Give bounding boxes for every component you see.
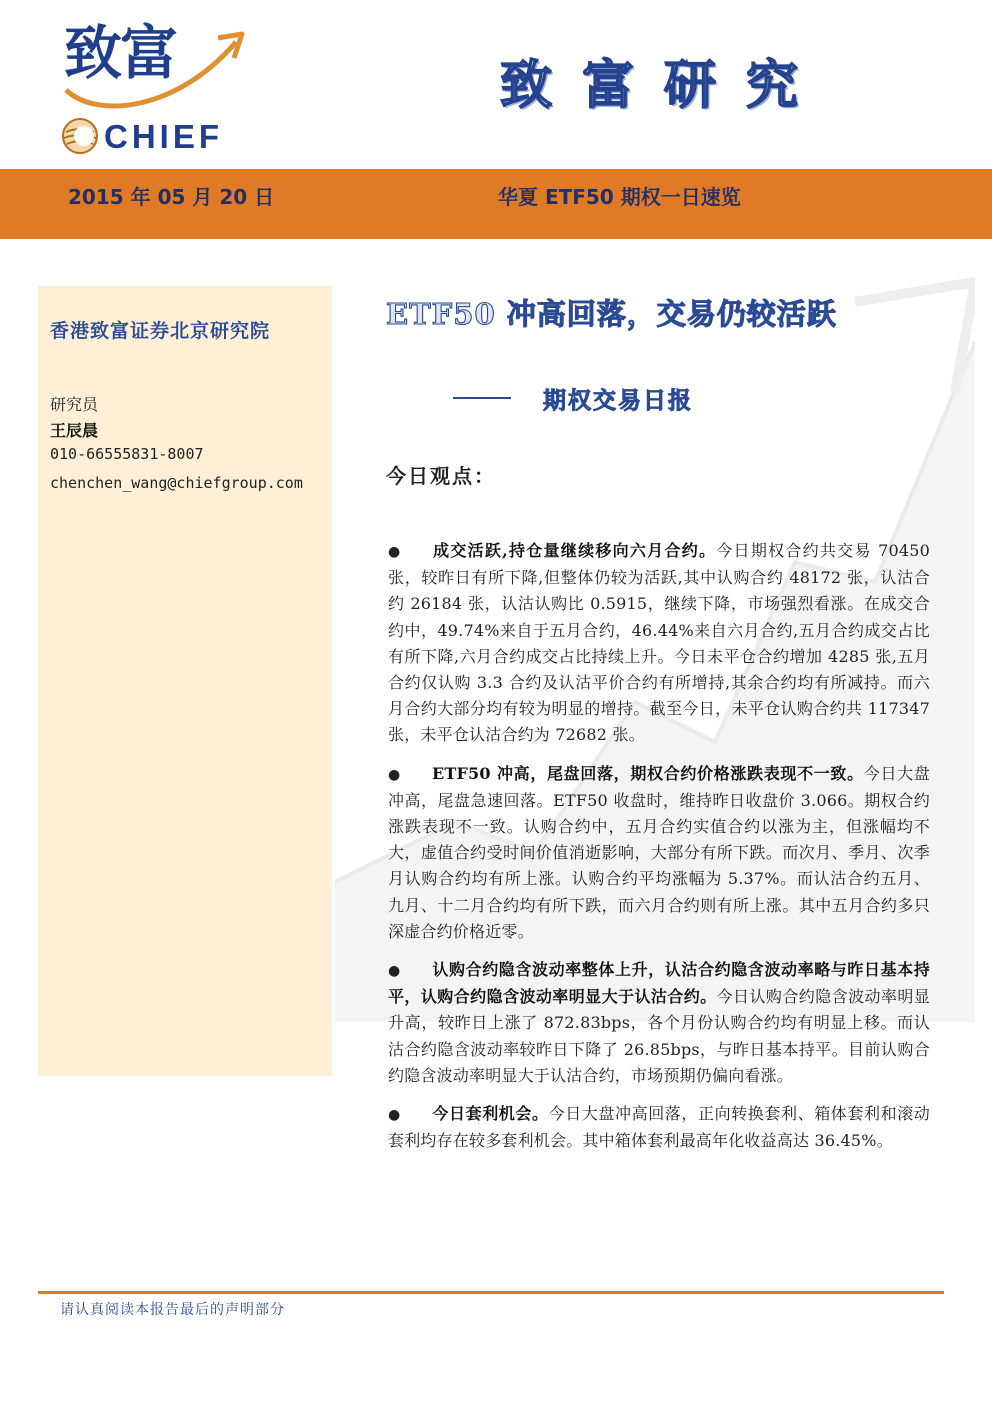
- point-body: 今日大盘冲高，尾盘急速回落。ETF50 收盘时，维持昨日收盘价 3.066。期权合约涨跌表现不一致。认购合约中，五月合约实值合约以涨为主，但涨幅均不大，虚值合约受时间价值消逝影响，大部分有所下跌。而次月、季月、次季月认购合约均有所上涨。认购合约平均涨幅为 5.37%。而认沽合约五月、九月、十二月合约均有所下跌，而六月合约则有所上涨。其中五月合约多只深虚合约价格近零。: [388, 763, 930, 941]
- logo-chief-row: [60, 116, 223, 160]
- analyst-role: 研究员: [50, 395, 99, 414]
- footer-divider: [38, 1291, 944, 1294]
- brand-title: 致富研究: [500, 55, 829, 116]
- report-subtitle: 期权交易日报: [543, 387, 693, 414]
- report-date: 2015 年 05 月 20 日: [68, 185, 275, 209]
- point-body: 今日认购合约隐含波动率明显升高，较昨日上涨了 872.83bps，各个月份认购合约均有明显上移。而认沽合约隐含波动率较昨日下降了 26.85bps，与昨日基本持平。目前认购合约隐含波动率明显大于认沽合约，市场预期仍偏向看涨。: [388, 987, 930, 1085]
- key-points: [388, 538, 930, 1166]
- analyst-email[interactable]: chenchen_wang@chiefgroup.com: [50, 474, 303, 492]
- today-view-heading: 今日观点：: [386, 464, 496, 488]
- institution-name: 香港致富证券北京研究院: [50, 320, 271, 342]
- key-point: [388, 1101, 930, 1154]
- title-dash: [453, 397, 511, 399]
- key-point: [388, 761, 930, 945]
- chief-logo: [58, 20, 258, 160]
- footer-disclaimer: 请认真阅读本报告最后的声明部分: [60, 1302, 285, 1318]
- logo-chinese-text: 致富: [64, 19, 177, 87]
- key-point: [388, 957, 930, 1089]
- point-lead: 今日套利机会。: [432, 1104, 549, 1124]
- bullet-icon: ●: [388, 766, 401, 783]
- header-band: [0, 169, 992, 239]
- point-lead: 认购合约隐含波动率整体上升，认沽合约隐含波动率略与昨日基本持平，认购合约隐含波动率明显大于认沽合约。: [388, 960, 930, 1007]
- bullet-icon: ●: [388, 963, 401, 980]
- bullet-icon: ●: [388, 1107, 401, 1124]
- chief-globe-icon: [60, 116, 100, 156]
- point-lead: ETF50 冲高，尾盘回落，期权合约价格涨跌表现不一致。: [432, 763, 864, 783]
- point-body: 今日大盘冲高回落，正向转换套利、箱体套利和滚动套利均存在较多套利机会。其中箱体套利最高年化收益高达 36.45%。: [388, 1104, 930, 1151]
- logo-english-text: CHIEF: [104, 118, 223, 155]
- key-point: [388, 538, 930, 749]
- analyst-name: 王辰晨: [50, 421, 99, 440]
- analyst-phone: 010-66555831-8007: [50, 445, 204, 463]
- point-lead: 成交活跃,持仓量继续移向六月合约。: [432, 541, 717, 560]
- report-title: ETF50 冲高回落，交易仍较活跃: [386, 297, 837, 331]
- report-series: 华夏 ETF50 期权一日速览: [498, 185, 741, 209]
- point-body: 今日期权合约共交易 70450 张，较昨日有所下降,但整体仍较为活跃,其中认购合约 48172 张，认沽合约 26184 张，认沽认购比 0.5915，继续下降，市场强烈看涨。在成交合约中，49.74%来自于五月合约，46.44%来自六月合约,五月合约成交占比有所下降,六月合约成交占比持续上升。今日未平仓合约增加 4285 张,五月合约仅认购 3.3 合约及认沽平价合约有所增持,其余合约均有所减持。而六月合约大部分均有较为明显的增持。截至今日，未平仓认购合约共 117347 张，未平仓认沽合约为 72682 张。: [388, 541, 930, 745]
- analyst-sidebar: [38, 286, 332, 1076]
- bullet-icon: ●: [388, 544, 401, 560]
